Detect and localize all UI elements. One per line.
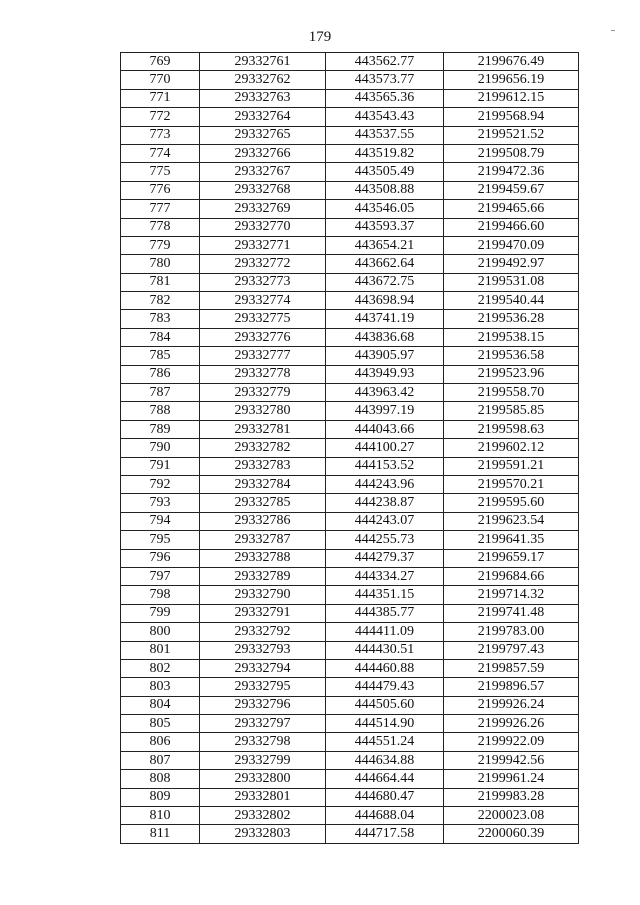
x-coordinate-cell: 444243.96 — [326, 475, 444, 493]
y-coordinate-cell: 2200060.39 — [444, 825, 579, 843]
y-coordinate-cell: 2199523.96 — [444, 365, 579, 383]
y-coordinate-cell: 2199656.19 — [444, 71, 579, 89]
y-coordinate-cell: 2199783.00 — [444, 623, 579, 641]
y-coordinate-cell: 2199531.08 — [444, 273, 579, 291]
y-coordinate-cell: 2199598.63 — [444, 420, 579, 438]
point-number-cell: 793 — [121, 494, 200, 512]
table-row — [121, 696, 579, 714]
point-number-cell: 780 — [121, 255, 200, 273]
x-coordinate-cell: 443573.77 — [326, 71, 444, 89]
table-row — [121, 328, 579, 346]
point-number-cell: 772 — [121, 108, 200, 126]
point-id-cell: 29332768 — [200, 181, 326, 199]
point-id-cell: 29332787 — [200, 531, 326, 549]
table-row — [121, 623, 579, 641]
point-number-cell: 778 — [121, 218, 200, 236]
table-row — [121, 549, 579, 567]
table-row — [121, 641, 579, 659]
point-id-cell: 29332795 — [200, 678, 326, 696]
point-id-cell: 29332774 — [200, 292, 326, 310]
table-row — [121, 807, 579, 825]
point-number-cell: 811 — [121, 825, 200, 843]
x-coordinate-cell: 444505.60 — [326, 696, 444, 714]
table-row — [121, 200, 579, 218]
point-number-cell: 796 — [121, 549, 200, 567]
table-row — [121, 384, 579, 402]
point-id-cell: 29332772 — [200, 255, 326, 273]
point-number-cell: 769 — [121, 53, 200, 71]
point-id-cell: 29332797 — [200, 715, 326, 733]
x-coordinate-cell: 444243.07 — [326, 512, 444, 530]
table-row — [121, 494, 579, 512]
point-number-cell: 797 — [121, 567, 200, 585]
point-number-cell: 794 — [121, 512, 200, 530]
y-coordinate-cell: 2199684.66 — [444, 567, 579, 585]
point-number-cell: 781 — [121, 273, 200, 291]
point-id-cell: 29332803 — [200, 825, 326, 843]
point-number-cell: 808 — [121, 770, 200, 788]
point-id-cell: 29332783 — [200, 457, 326, 475]
point-id-cell: 29332800 — [200, 770, 326, 788]
x-coordinate-cell: 443505.49 — [326, 163, 444, 181]
table-row — [121, 659, 579, 677]
table-row — [121, 163, 579, 181]
x-coordinate-cell: 443662.64 — [326, 255, 444, 273]
y-coordinate-cell: 2199983.28 — [444, 788, 579, 806]
point-id-cell: 29332782 — [200, 439, 326, 457]
point-number-cell: 783 — [121, 310, 200, 328]
point-number-cell: 771 — [121, 89, 200, 107]
point-id-cell: 29332788 — [200, 549, 326, 567]
y-coordinate-cell: 2199857.59 — [444, 659, 579, 677]
point-id-cell: 29332785 — [200, 494, 326, 512]
point-id-cell: 29332767 — [200, 163, 326, 181]
table-row — [121, 71, 579, 89]
point-id-cell: 29332764 — [200, 108, 326, 126]
table-row — [121, 825, 579, 843]
point-id-cell: 29332777 — [200, 347, 326, 365]
point-id-cell: 29332799 — [200, 751, 326, 769]
table-row — [121, 126, 579, 144]
x-coordinate-cell: 444238.87 — [326, 494, 444, 512]
y-coordinate-cell: 2199896.57 — [444, 678, 579, 696]
point-id-cell: 29332802 — [200, 807, 326, 825]
table-row — [121, 715, 579, 733]
point-id-cell: 29332791 — [200, 604, 326, 622]
point-number-cell: 806 — [121, 733, 200, 751]
point-id-cell: 29332780 — [200, 402, 326, 420]
point-number-cell: 787 — [121, 384, 200, 402]
table-row — [121, 218, 579, 236]
y-coordinate-cell: 2199595.60 — [444, 494, 579, 512]
point-id-cell: 29332801 — [200, 788, 326, 806]
x-coordinate-cell: 443949.93 — [326, 365, 444, 383]
y-coordinate-cell: 2199508.79 — [444, 144, 579, 162]
table-row — [121, 236, 579, 254]
point-id-cell: 29332770 — [200, 218, 326, 236]
x-coordinate-cell: 443537.55 — [326, 126, 444, 144]
y-coordinate-cell: 2199492.97 — [444, 255, 579, 273]
table-row — [121, 181, 579, 199]
point-number-cell: 779 — [121, 236, 200, 254]
x-coordinate-cell: 443836.68 — [326, 328, 444, 346]
coordinates-table — [120, 52, 579, 844]
point-id-cell: 29332771 — [200, 236, 326, 254]
x-coordinate-cell: 444664.44 — [326, 770, 444, 788]
table-row — [121, 457, 579, 475]
x-coordinate-cell: 444717.58 — [326, 825, 444, 843]
point-number-cell: 810 — [121, 807, 200, 825]
x-coordinate-cell: 443905.97 — [326, 347, 444, 365]
y-coordinate-cell: 2199466.60 — [444, 218, 579, 236]
x-coordinate-cell: 444634.88 — [326, 751, 444, 769]
point-id-cell: 29332790 — [200, 586, 326, 604]
point-number-cell: 776 — [121, 181, 200, 199]
point-number-cell: 799 — [121, 604, 200, 622]
table-row — [121, 255, 579, 273]
point-number-cell: 795 — [121, 531, 200, 549]
point-number-cell: 804 — [121, 696, 200, 714]
table-row — [121, 365, 579, 383]
y-coordinate-cell: 2199602.12 — [444, 439, 579, 457]
y-coordinate-cell: 2199623.54 — [444, 512, 579, 530]
y-coordinate-cell: 2199568.94 — [444, 108, 579, 126]
x-coordinate-cell: 444551.24 — [326, 733, 444, 751]
y-coordinate-cell: 2199536.28 — [444, 310, 579, 328]
coordinates-table-container — [120, 52, 578, 844]
table-row — [121, 439, 579, 457]
point-number-cell: 775 — [121, 163, 200, 181]
point-id-cell: 29332792 — [200, 623, 326, 641]
table-row — [121, 53, 579, 71]
table-row — [121, 402, 579, 420]
x-coordinate-cell: 444514.90 — [326, 715, 444, 733]
table-row — [121, 788, 579, 806]
y-coordinate-cell: 2199472.36 — [444, 163, 579, 181]
table-row — [121, 531, 579, 549]
x-coordinate-cell: 443997.19 — [326, 402, 444, 420]
y-coordinate-cell: 2199641.35 — [444, 531, 579, 549]
point-number-cell: 801 — [121, 641, 200, 659]
point-id-cell: 29332794 — [200, 659, 326, 677]
y-coordinate-cell: 2199612.15 — [444, 89, 579, 107]
point-id-cell: 29332798 — [200, 733, 326, 751]
point-id-cell: 29332773 — [200, 273, 326, 291]
x-coordinate-cell: 444430.51 — [326, 641, 444, 659]
x-coordinate-cell: 444479.43 — [326, 678, 444, 696]
x-coordinate-cell: 444334.27 — [326, 567, 444, 585]
y-coordinate-cell: 2199926.24 — [444, 696, 579, 714]
y-coordinate-cell: 2199459.67 — [444, 181, 579, 199]
x-coordinate-cell: 443562.77 — [326, 53, 444, 71]
y-coordinate-cell: 2199961.24 — [444, 770, 579, 788]
point-number-cell: 782 — [121, 292, 200, 310]
point-number-cell: 777 — [121, 200, 200, 218]
x-coordinate-cell: 443519.82 — [326, 144, 444, 162]
point-id-cell: 29332766 — [200, 144, 326, 162]
y-coordinate-cell: 2199585.85 — [444, 402, 579, 420]
point-number-cell: 809 — [121, 788, 200, 806]
point-number-cell: 785 — [121, 347, 200, 365]
point-id-cell: 29332762 — [200, 71, 326, 89]
table-row — [121, 292, 579, 310]
point-id-cell: 29332784 — [200, 475, 326, 493]
point-number-cell: 790 — [121, 439, 200, 457]
point-id-cell: 29332789 — [200, 567, 326, 585]
point-id-cell: 29332765 — [200, 126, 326, 144]
y-coordinate-cell: 2199536.58 — [444, 347, 579, 365]
y-coordinate-cell: 2199741.48 — [444, 604, 579, 622]
y-coordinate-cell: 2199470.09 — [444, 236, 579, 254]
point-number-cell: 798 — [121, 586, 200, 604]
table-row — [121, 512, 579, 530]
point-number-cell: 807 — [121, 751, 200, 769]
x-coordinate-cell: 443593.37 — [326, 218, 444, 236]
table-row — [121, 144, 579, 162]
x-coordinate-cell: 444351.15 — [326, 586, 444, 604]
x-coordinate-cell: 444680.47 — [326, 788, 444, 806]
point-id-cell: 29332786 — [200, 512, 326, 530]
y-coordinate-cell: 2199676.49 — [444, 53, 579, 71]
point-id-cell: 29332761 — [200, 53, 326, 71]
point-id-cell: 29332781 — [200, 420, 326, 438]
x-coordinate-cell: 443698.94 — [326, 292, 444, 310]
y-coordinate-cell: 2199714.32 — [444, 586, 579, 604]
y-coordinate-cell: 2199540.44 — [444, 292, 579, 310]
point-id-cell: 29332796 — [200, 696, 326, 714]
point-number-cell: 774 — [121, 144, 200, 162]
y-coordinate-cell: 2199558.70 — [444, 384, 579, 402]
point-number-cell: 791 — [121, 457, 200, 475]
y-coordinate-cell: 2199521.52 — [444, 126, 579, 144]
table-row — [121, 273, 579, 291]
table-row — [121, 770, 579, 788]
x-coordinate-cell: 444385.77 — [326, 604, 444, 622]
y-coordinate-cell: 2199797.43 — [444, 641, 579, 659]
scan-speck — [611, 30, 615, 31]
table-row — [121, 420, 579, 438]
y-coordinate-cell: 2199922.09 — [444, 733, 579, 751]
x-coordinate-cell: 443672.75 — [326, 273, 444, 291]
x-coordinate-cell: 444153.52 — [326, 457, 444, 475]
point-id-cell: 29332779 — [200, 384, 326, 402]
table-row — [121, 567, 579, 585]
y-coordinate-cell: 2199465.66 — [444, 200, 579, 218]
point-id-cell: 29332769 — [200, 200, 326, 218]
x-coordinate-cell: 444255.73 — [326, 531, 444, 549]
point-id-cell: 29332775 — [200, 310, 326, 328]
x-coordinate-cell: 443565.36 — [326, 89, 444, 107]
table-body — [121, 53, 579, 844]
point-number-cell: 792 — [121, 475, 200, 493]
point-id-cell: 29332776 — [200, 328, 326, 346]
x-coordinate-cell: 444460.88 — [326, 659, 444, 677]
point-number-cell: 802 — [121, 659, 200, 677]
point-number-cell: 789 — [121, 420, 200, 438]
point-id-cell: 29332778 — [200, 365, 326, 383]
y-coordinate-cell: 2199659.17 — [444, 549, 579, 567]
table-row — [121, 108, 579, 126]
x-coordinate-cell: 444279.37 — [326, 549, 444, 567]
point-number-cell: 803 — [121, 678, 200, 696]
table-row — [121, 347, 579, 365]
point-number-cell: 770 — [121, 71, 200, 89]
point-number-cell: 784 — [121, 328, 200, 346]
y-coordinate-cell: 2199591.21 — [444, 457, 579, 475]
x-coordinate-cell: 444411.09 — [326, 623, 444, 641]
x-coordinate-cell: 443508.88 — [326, 181, 444, 199]
x-coordinate-cell: 444043.66 — [326, 420, 444, 438]
x-coordinate-cell: 443654.21 — [326, 236, 444, 254]
x-coordinate-cell: 443546.05 — [326, 200, 444, 218]
table-row — [121, 678, 579, 696]
x-coordinate-cell: 443741.19 — [326, 310, 444, 328]
point-number-cell: 773 — [121, 126, 200, 144]
y-coordinate-cell: 2200023.08 — [444, 807, 579, 825]
table-row — [121, 604, 579, 622]
y-coordinate-cell: 2199538.15 — [444, 328, 579, 346]
table-row — [121, 733, 579, 751]
point-number-cell: 800 — [121, 623, 200, 641]
table-row — [121, 89, 579, 107]
point-id-cell: 29332793 — [200, 641, 326, 659]
x-coordinate-cell: 443963.42 — [326, 384, 444, 402]
table-row — [121, 586, 579, 604]
table-row — [121, 310, 579, 328]
table-row — [121, 751, 579, 769]
x-coordinate-cell: 444688.04 — [326, 807, 444, 825]
point-number-cell: 805 — [121, 715, 200, 733]
y-coordinate-cell: 2199942.56 — [444, 751, 579, 769]
x-coordinate-cell: 443543.43 — [326, 108, 444, 126]
table-row — [121, 475, 579, 493]
page-number: 179 — [308, 29, 332, 45]
y-coordinate-cell: 2199926.26 — [444, 715, 579, 733]
point-number-cell: 788 — [121, 402, 200, 420]
point-id-cell: 29332763 — [200, 89, 326, 107]
y-coordinate-cell: 2199570.21 — [444, 475, 579, 493]
x-coordinate-cell: 444100.27 — [326, 439, 444, 457]
point-number-cell: 786 — [121, 365, 200, 383]
